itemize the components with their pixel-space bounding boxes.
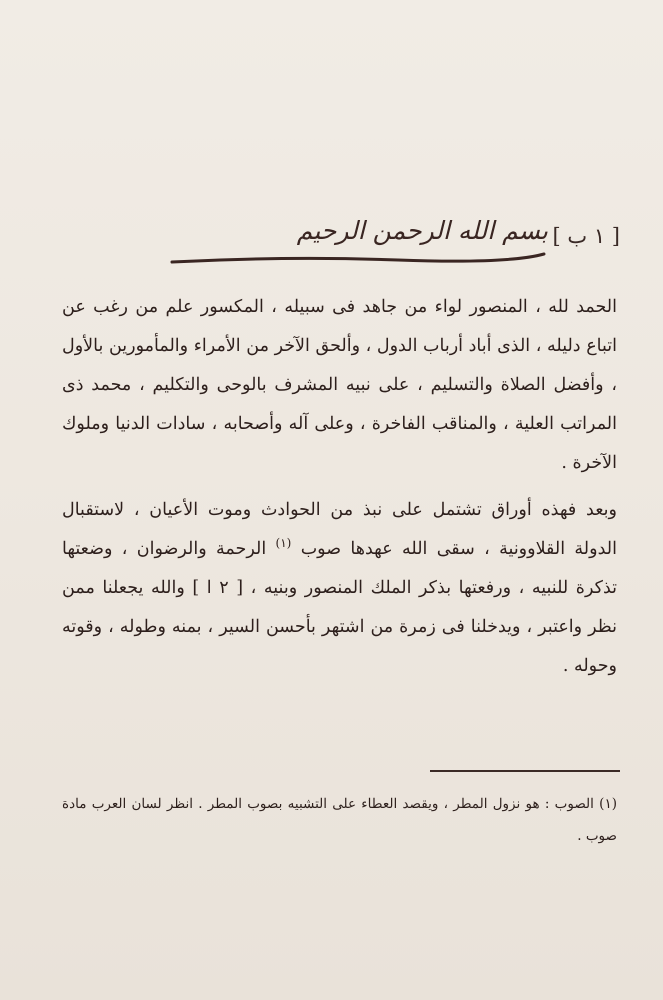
paragraph-introduction <box>62 491 617 686</box>
footnote: (١) الصوب : هو نزول المطر ، ويقصد العطاء على التشبيه بصوب المطر . انظر لسان العرب مادة صوب . <box>62 796 617 844</box>
folio-marker: [ ١ ب ] <box>552 224 620 248</box>
footnote-divider <box>430 770 620 772</box>
paragraph-introduction-part-1: وبعد فهذه أوراق تشتمل على نبذ من الحوادث وموت الأعيان ، لاستقبال الدولة القلاوونية ، سقى الله عهدها صوب <box>62 500 617 559</box>
page-header <box>150 210 620 270</box>
basmala: بسم الله الرحمن الرحيم <box>296 216 548 245</box>
paragraph-introduction-part-2: الرحمة والرضوان ، وضعتها تذكرة للنبيه ، ورفعتها بذكر الملك المنصور وبنيه ، [ ٢ ا ] والله يجعلنا ممن نظر واعتبر ، ويدخلنا فى زمرة من اشتهر بأحسن السير ، بمنه وطوله ، وقوته وحوله . <box>62 539 618 676</box>
paragraph-opening: الحمد لله ، المنصور لواء من جاهد فى سبيله ، المكسور علم من رغب عن اتباع دليله ، الذى أباد أرباب الدول ، وألحق الآخر من الأمراء والمأمورين بالأول ، وأفضل الصلاة والتسليم ، على نبيه المشرف بالوحى والتكليم ، محمد ذى المراتب العلية ، والمناقب الفاخرة ، وعلى آله وأصحابه ، سادات الدنيا وملوك الآخرة . <box>62 297 617 473</box>
main-text <box>62 288 617 686</box>
footnote-reference: (١) <box>275 536 292 551</box>
basmala-calligraphy <box>168 210 548 268</box>
